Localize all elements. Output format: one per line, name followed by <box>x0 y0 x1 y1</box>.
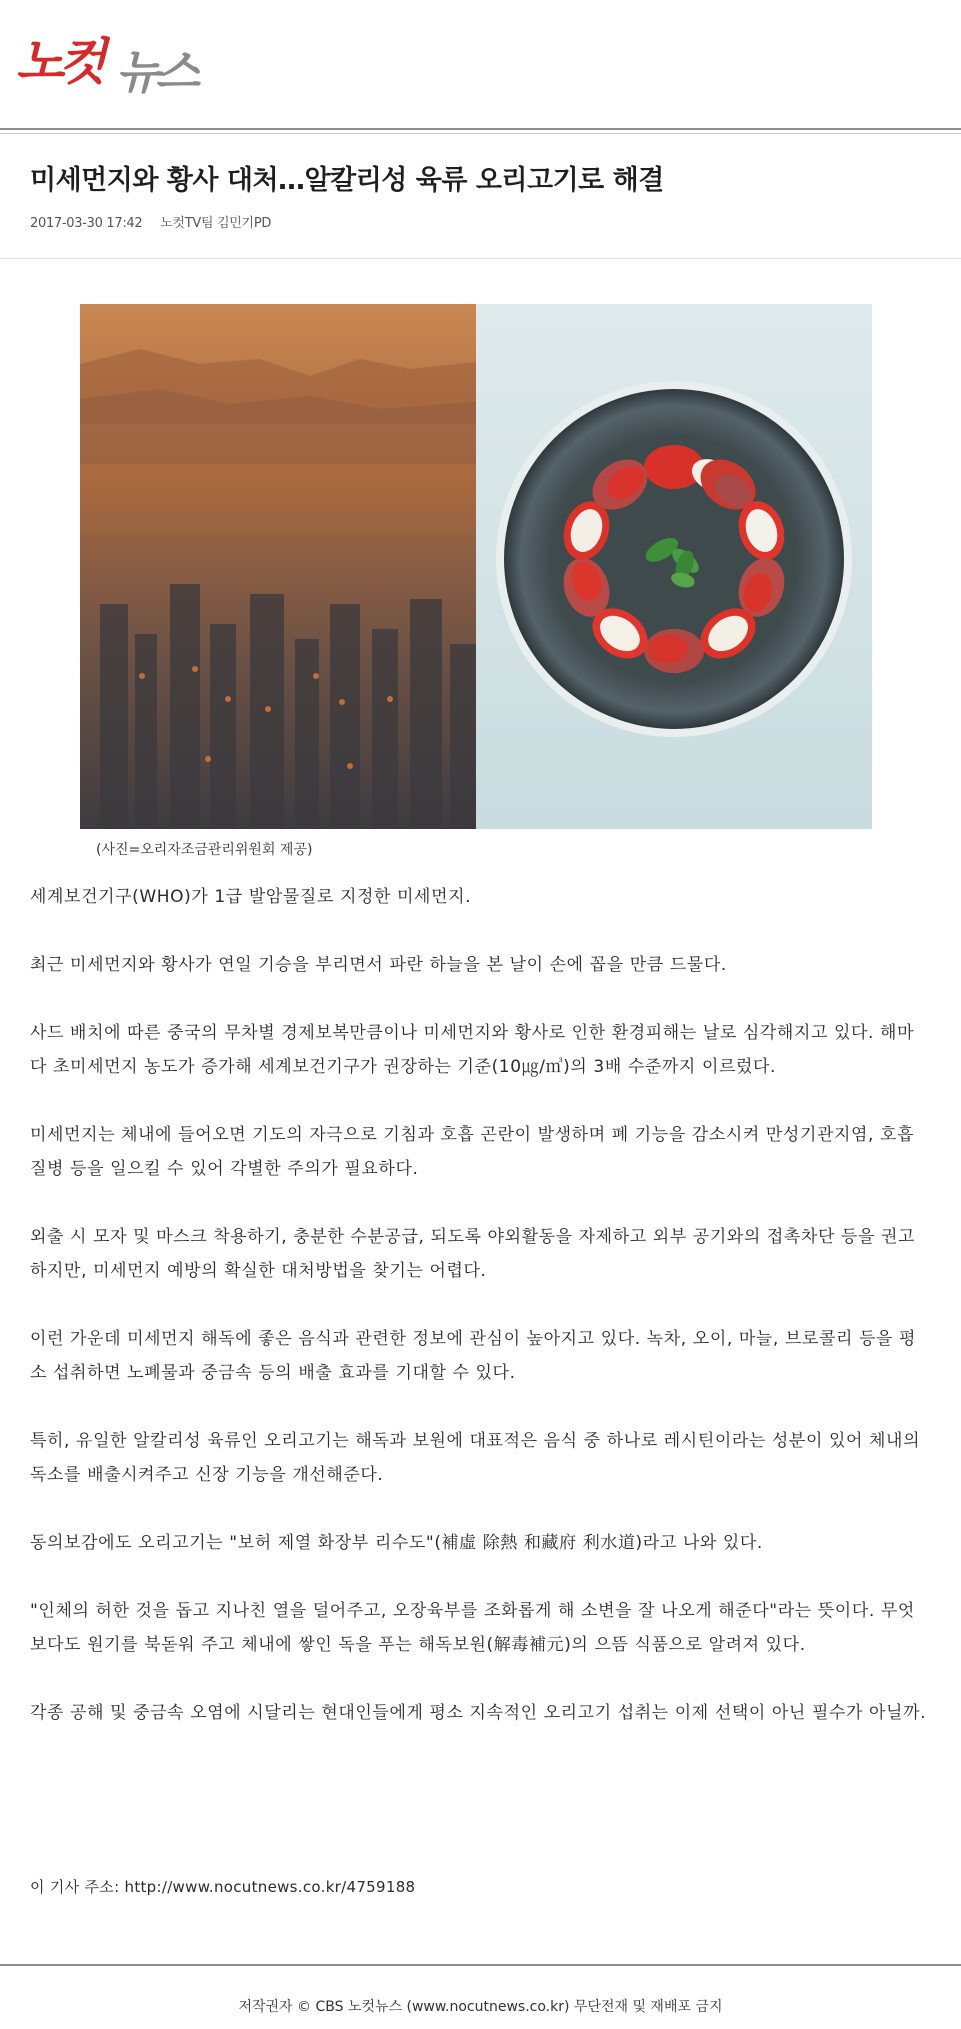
article-meta <box>30 212 285 231</box>
paragraph: 동의보감에도 오리고기는 "보허 제열 화장부 리수도"(補虛 除熱 和藏府 利水道)라고 나와 있다. <box>30 1533 763 1553</box>
photo-caption: (사진=오리자조금관리위원회 제공) <box>96 842 313 858</box>
paragraph: "인체의 허한 것을 돕고 지나친 열을 덜어주고, 오장육부를 조화롭게 해 소변을 잘 나오게 해준다"라는 뜻이다. 무엇보다도 원기를 북돋워 주고 체내에 쌓인 독을 푸는 해독보원(解毒補元)의 으뜸 식품으로 알려져 있다. <box>30 1601 915 1655</box>
article-headline: 미세먼지와 황사 대처…알칼리성 육류 오리고기로 해결 <box>30 165 664 196</box>
logo-part-news: 뉴스 <box>116 45 195 99</box>
paragraph: 최근 미세먼지와 황사가 연일 기승을 부리면서 파란 하늘을 본 날이 손에 꼽을 만큼 드물다. <box>30 955 727 975</box>
paragraph: 사드 배치에 따른 중국의 무차별 경제보복만큼이나 미세먼지와 황사로 인한 환경피해는 날로 심각해지고 있다. 해마다 초미세먼지 농도가 증가해 세계보건기구가 권장하는 기준(10㎍/㎥)의 3배 수준까지 이르렀다. <box>30 1023 915 1077</box>
article-datetime: 2017-03-30 17:42 <box>30 216 143 231</box>
article-body <box>30 880 930 1764</box>
paragraph: 미세먼지는 체내에 들어오면 기도의 자극으로 기침과 호흡 곤란이 발생하며 폐 기능을 감소시켜 만성기관지염, 호흡 질병 등을 일으킬 수 있어 각별한 주의가 필요하다. <box>30 1125 915 1179</box>
meta-divider <box>0 258 961 259</box>
paragraph: 세계보건기구(WHO)가 1급 발암물질로 지정한 미세먼지. <box>30 887 472 907</box>
article-photo <box>80 304 872 829</box>
paragraph: 외출 시 모자 및 마스크 착용하기, 충분한 수분공급, 되도록 야외활동을 자제하고 외부 공기와의 접촉차단 등을 권고하지만, 미세먼지 예방의 확실한 대처방법을 찾기는 어렵다. <box>30 1227 916 1281</box>
paragraph: 각종 공해 및 중금속 오염에 시달리는 현대인들에게 평소 지속적인 오리고기 섭취는 이제 선택이 아닌 필수가 아닐까. <box>30 1703 927 1723</box>
article-byline: 노컷TV팀 김민기PD <box>160 216 272 231</box>
copyright-notice: 저작권자 © CBS 노컷뉴스 (www.nocutnews.co.kr) 무단전재 및 재배포 금지 <box>238 1999 723 2015</box>
header-divider <box>0 128 961 130</box>
nocut-news-logo[interactable] <box>16 22 216 99</box>
header-divider-thin <box>0 133 961 134</box>
footer-divider <box>0 1964 961 1966</box>
logo-part-nocut: 노컷 <box>16 33 101 91</box>
paragraph: 이런 가운데 미세먼지 해독에 좋은 음식과 관련한 정보에 관심이 높아지고 있다. 녹차, 오이, 마늘, 브로콜리 등을 평소 섭취하면 노폐물과 중금속 등의 배출 효과를 기대할 수 있다. <box>30 1329 917 1383</box>
paragraph: 특히, 유일한 알칼리성 육류인 오리고기는 해독과 보원에 대표적은 음식 중 하나로 레시틴이라는 성분이 있어 체내의 독소를 배출시켜주고 신장 기능을 개선해준다. <box>30 1431 921 1485</box>
article-url[interactable]: 이 기사 주소: http://www.nocutnews.co.kr/4759188 <box>30 1878 416 1896</box>
